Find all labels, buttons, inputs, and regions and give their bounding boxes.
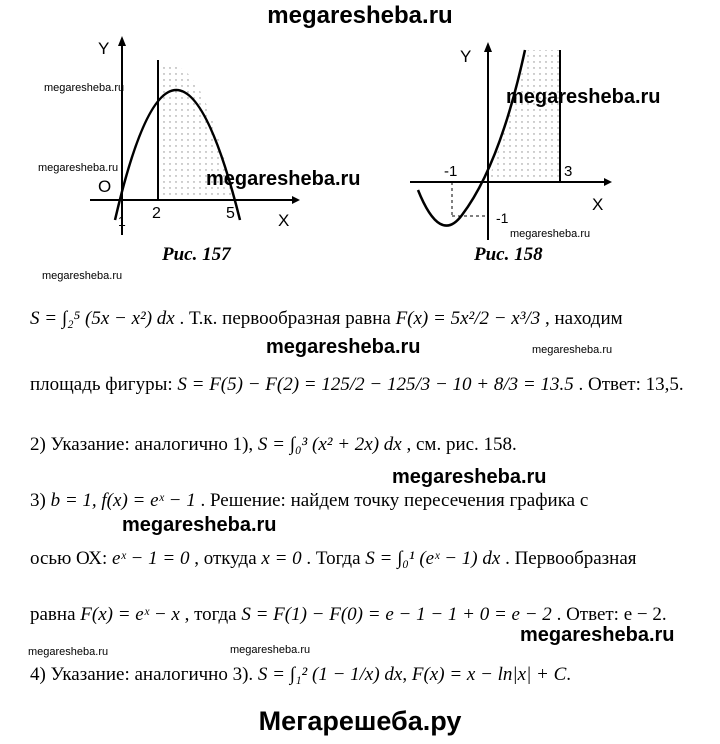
text-l2-end: . Ответ: 13,5. (578, 374, 684, 395)
text-l5-end: . Первообразная (505, 548, 637, 569)
watermark-small-1: megaresheba.ru (44, 82, 125, 94)
formula-x0: x = 0 (261, 548, 302, 569)
caption-158: Рис. 158 (474, 244, 543, 265)
tick-m1-158: -1 (444, 163, 458, 180)
text-l1-mid: . Т.к. первообразная равна (179, 308, 391, 329)
watermark-big-3: megaresheba.ru (266, 336, 421, 358)
formula-f3: f(x) = eˣ − 1 (101, 490, 196, 511)
formula-s5: S = ∫₀¹ (eˣ − 1) dx (365, 548, 501, 569)
watermark-small-5: megaresheba.ru (532, 344, 613, 356)
text-line-6 (30, 604, 667, 626)
tick-2-157: 2 (152, 205, 161, 222)
text-l7-end: . (566, 664, 572, 685)
text-l5-mid2: . Тогда (306, 548, 361, 569)
text-l7-start: 4) Указание: аналогично 3). (30, 664, 254, 685)
watermark-big-6: megaresheba.ru (520, 624, 675, 646)
text-l7-mid: , (402, 664, 408, 685)
text-l2-start: площадь фигуры: (30, 374, 173, 395)
figure-158 (400, 30, 640, 250)
y-label-157: Y (98, 39, 110, 58)
watermark-top: megaresheba.ru (267, 2, 453, 29)
formula-s7: S = ∫₁² (1 − 1/x) dx (257, 664, 403, 685)
tick-5-157: 5 (226, 205, 235, 222)
x-label-157: X (278, 211, 290, 230)
text-line-5 (30, 548, 637, 570)
text-l6-mid: , тогда (184, 604, 237, 625)
watermark-big-1: megaresheba.ru (206, 168, 361, 190)
tick-ym1-158: -1 (496, 210, 509, 226)
tick-1-157: 1 (118, 213, 126, 229)
text-l3-start: 2) Указание: аналогично 1), (30, 434, 254, 455)
watermark-small-2: megaresheba.ru (38, 162, 119, 174)
caption-157: Рис. 157 (162, 244, 231, 265)
formula-f1: F(x) = 5x²/2 − x³/3 (395, 308, 541, 329)
text-l6-start: равна (30, 604, 76, 625)
text-l5-mid: , откуда (194, 548, 257, 569)
watermark-big-5: megaresheba.ru (122, 514, 277, 536)
watermark-big-2: megaresheba.ru (506, 86, 661, 108)
formula-f6: F(x) = eˣ − x (80, 604, 180, 625)
origin-label-157: O (98, 177, 112, 196)
watermark-small-6: megaresheba.ru (28, 646, 109, 658)
formula-s1: S = ∫₂⁵ (5x − x²) dx (30, 308, 175, 329)
figure-157 (60, 30, 320, 250)
text-l3-end: , см. рис. 158. (406, 434, 517, 455)
text-line-3 (30, 434, 517, 456)
watermark-big-4: megaresheba.ru (392, 466, 547, 488)
text-line-7 (30, 664, 571, 686)
text-l4-start: 3) (30, 490, 46, 511)
text-l1-end: , находим (544, 308, 623, 329)
text-l6-end: . Ответ: e − 2. (556, 604, 667, 625)
formula-f7: F(x) = x − ln|x| + C (411, 664, 567, 685)
formula-s6: S = F(1) − F(0) = e − 1 − 1 + 0 = e − 2 (241, 604, 552, 625)
tick-3-158: 3 (564, 163, 573, 180)
y-label-158: Y (460, 47, 472, 66)
watermark-small-3: megaresheba.ru (510, 228, 591, 240)
text-l5-start: осью ОХ: (30, 548, 108, 569)
formula-b: b = 1, (50, 490, 97, 511)
shaded-region-158 (488, 50, 560, 182)
watermark-small-7: megaresheba.ru (230, 644, 311, 656)
formula-s2: S = F(5) − F(2) = 125/2 − 125/3 − 10 + 8/3 = 13.5 (177, 374, 574, 395)
text-l4-end: . Решение: найдем точку пересечения графика с (200, 490, 589, 511)
x-label-158: X (592, 195, 604, 214)
text-line-1 (30, 308, 623, 330)
watermark-small-4: megaresheba.ru (42, 270, 123, 282)
watermark-bottom: Мегарешеба.ру (258, 706, 462, 736)
text-line-2 (30, 374, 684, 396)
formula-eq: eˣ − 1 = 0 (112, 548, 190, 569)
formula-s3: S = ∫₀³ (x² + 2x) dx (257, 434, 402, 455)
text-line-4 (30, 490, 588, 512)
